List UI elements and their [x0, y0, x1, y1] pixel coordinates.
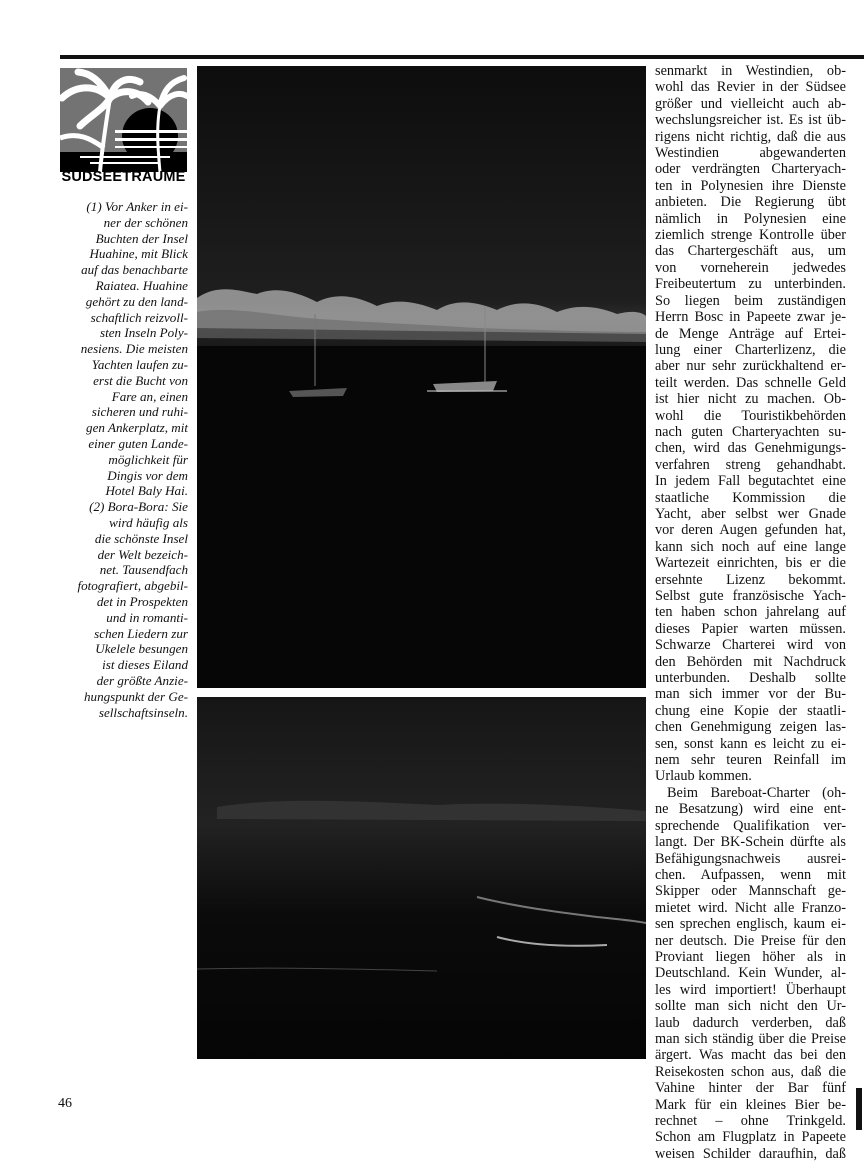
caption-line: wird häufig als — [109, 514, 188, 530]
body-line: So liegen beim zuständigen — [655, 292, 846, 309]
body-line: ner deutsch. Die Preise für den — [655, 932, 846, 949]
body-line: größer und vielleicht auch ab- — [655, 95, 846, 112]
body-line: chung eine Kopie der staatli- — [655, 702, 846, 719]
caption-line: sicheren und ruhi- — [91, 404, 188, 420]
body-line: unterbunden. Deshalb sollte — [655, 670, 846, 687]
body-line: nämlich in Polynesien eine — [655, 210, 846, 227]
caption-line: auf das benachbarte — [81, 262, 188, 278]
body-line: Mark für ein kleines Bier be- — [655, 1096, 846, 1113]
body-line: chen, wird das Genehmigungs- — [655, 440, 846, 457]
body-line: nem sehr teuren Reinfall im — [655, 752, 846, 769]
body-line: aber nur sehr zurückhaltend er- — [655, 358, 846, 375]
caption-line: (2) Bora-Bora: Sie — [89, 499, 188, 515]
body-line: sollte man sich nicht den Ur- — [655, 998, 846, 1015]
body-line: den Behörden mit Nachdruck — [655, 653, 846, 670]
body-line: ärgert. Was macht das bei den — [655, 1047, 846, 1064]
caption-line: ner der schönen — [103, 214, 188, 230]
palm-tree-sunset-icon — [60, 68, 187, 172]
caption-line: schaftlich reizvoll- — [90, 309, 188, 325]
caption-line: schen Liedern zur — [94, 625, 188, 641]
body-line: von vorneherein jedwedes — [655, 259, 846, 276]
body-line: Herrn Bosc in Papeete zwar je- — [655, 309, 846, 326]
caption-line: Ukelele besungen — [95, 641, 188, 657]
body-line: Schwarze Charterei wird von — [655, 637, 846, 654]
caption-line: gen Ankerplatz, mit — [86, 420, 188, 436]
caption-line: Buchten der Insel — [95, 230, 188, 246]
caption-line: gehört zu den land- — [85, 293, 188, 309]
caption-line: möglichkeit für — [108, 451, 188, 467]
body-line: man sich immer vor der Bu- — [655, 686, 846, 703]
body-line: ne Besatzung) wird eine ent- — [655, 801, 846, 818]
body-line: Westindien abgewanderten — [655, 145, 846, 162]
caption-line: Huahine, mit Blick — [89, 246, 188, 262]
body-line: Beim Bareboat-Charter (oh- — [667, 784, 846, 801]
caption-line: ist dieses Eiland — [102, 657, 188, 673]
body-line: Urlaub kommen. — [655, 768, 752, 785]
caption-line: Dingis vor dem — [107, 467, 188, 483]
caption-line: Raiatea. Huahine — [95, 277, 188, 293]
caption-line: det in Prospekten — [96, 593, 188, 609]
body-line: sen, sonst kann es leicht zu ei- — [655, 735, 846, 752]
body-line: langt. Der BK-Schein dürfte als — [655, 834, 846, 851]
body-line: chen. Aufpassen, wenn mit — [655, 866, 846, 883]
body-line: senmarkt in Westindien, ob- — [655, 63, 846, 79]
body-line: oder verdrängten Charteryach- — [655, 161, 846, 178]
top-rule — [60, 55, 864, 59]
body-line: Schon am Flugplatz in Papeete — [655, 1129, 846, 1146]
body-line: anbieten. Die Regierung übt — [655, 194, 846, 211]
caption-line: fotografiert, abgebil- — [77, 578, 188, 594]
body-line: verfahren streng gehandhabt. — [655, 456, 846, 473]
body-line: Freibeutertum zu unterbinden. — [655, 276, 846, 293]
body-line: das Chartergeschäft aus, um — [655, 243, 846, 260]
body-line: man sich ständig über die Preise — [655, 1030, 846, 1047]
body-line: dieses Papier warten müssen. — [655, 620, 846, 637]
body-line: sprechende Qualifikation ver- — [655, 817, 846, 834]
body-line: Vahine hinter der Bar fünf — [655, 1080, 846, 1097]
body-line: wohl das Revier in der Südsee — [655, 79, 846, 96]
page-number: 46 — [58, 1096, 72, 1111]
body-line: laub dadurch verderben, daß — [655, 1014, 846, 1031]
body-line: staatliche Kommission die — [655, 489, 846, 506]
caption-line: sellschaftsinseln. — [98, 704, 188, 720]
body-line: nach guten Charteryachten su- — [655, 423, 846, 440]
caption-line: einer guten Lande- — [88, 435, 188, 451]
body-line: rigens nicht richtig, daß die aus — [655, 128, 846, 145]
body-line: ist hier nicht zu machen. Ob- — [655, 391, 846, 408]
page-edge-mark — [856, 1088, 862, 1130]
body-line: mietet wird. Nicht alle Franzo- — [655, 899, 846, 916]
body-line: Proviant liegen höher als in — [655, 948, 846, 965]
caption-line: (1) Vor Anker in ei- — [86, 199, 188, 214]
body-line: In jedem Fall begutachtet eine — [655, 473, 846, 490]
body-line: Selbst gute französische Yach- — [655, 588, 846, 604]
body-line: Wartezeit einrichten, bis er die — [655, 555, 846, 572]
body-line: ten in Polynesien ihre Dienste — [655, 177, 846, 194]
caption-line: Yachten laufen zu- — [91, 356, 188, 372]
caption-line: die schönste Insel — [94, 530, 188, 546]
body-line: Skipper oder Mannschaft ge- — [655, 883, 846, 900]
body-line: Deutschland. Kein Wunder, al- — [655, 965, 846, 982]
caption-line: hungspunkt der Ge- — [83, 688, 188, 704]
body-line: wechslungsreicher ist. Es ist üb- — [655, 112, 846, 129]
body-line: teilt werden. Das schnelle Geld — [655, 374, 846, 391]
body-line: Reisekosten schon aus, daß die — [655, 1063, 846, 1080]
caption-line: Fare an, einen — [111, 388, 188, 404]
body-line: chen Genehmigung zeigen las- — [655, 719, 846, 736]
caption-line: nesiens. Die meisten — [80, 341, 188, 357]
caption-line: der größte Anzie- — [96, 672, 188, 688]
body-line: vor deren Augen gefunden hat, — [655, 522, 846, 539]
logo-title: SÜDSEETRÄUME — [61, 169, 186, 185]
body-line: ten haben schon jahrelang auf — [655, 604, 846, 621]
caption-line: sten Inseln Poly- — [100, 325, 188, 341]
body-line: de Menge Anträge auf Ertei- — [655, 325, 846, 342]
logo — [60, 68, 187, 185]
caption-line: net. Tausendfach — [99, 562, 188, 578]
body-line: ersehnte Lizenz bekommt. — [655, 571, 846, 588]
body-line: weisen Schilder daraufhin, daß — [655, 1145, 846, 1162]
body-line: wohl die Touristikbehörden — [655, 407, 846, 424]
bora-bora-lagoon-photo — [197, 697, 646, 1059]
huahine-anchorage-photo — [197, 66, 646, 688]
body-line: lung einer Charterlizenz, die — [655, 341, 846, 358]
body-line: ziemlich strenge Kontrolle über — [655, 227, 846, 244]
body-line: rechnet – ohne Trinkgeld. — [655, 1113, 846, 1129]
article-body-column — [655, 63, 846, 1162]
body-line: Yacht, aber selbst wer Gnade — [655, 505, 846, 522]
body-line: sen sprechen englisch, kaum ei- — [655, 916, 846, 933]
photo-caption — [60, 199, 188, 720]
body-line: kann sich noch auf eine lange — [655, 538, 846, 555]
caption-line: erst die Bucht von — [93, 372, 188, 388]
caption-line: der Welt bezeich- — [97, 546, 188, 562]
caption-line: Hotel Baly Hai. — [105, 483, 188, 499]
body-line: les wird importiert! Überhaupt — [655, 981, 846, 998]
body-line: Befähigungsnachweis ausrei- — [655, 850, 846, 867]
caption-line: und in romanti- — [106, 609, 188, 625]
